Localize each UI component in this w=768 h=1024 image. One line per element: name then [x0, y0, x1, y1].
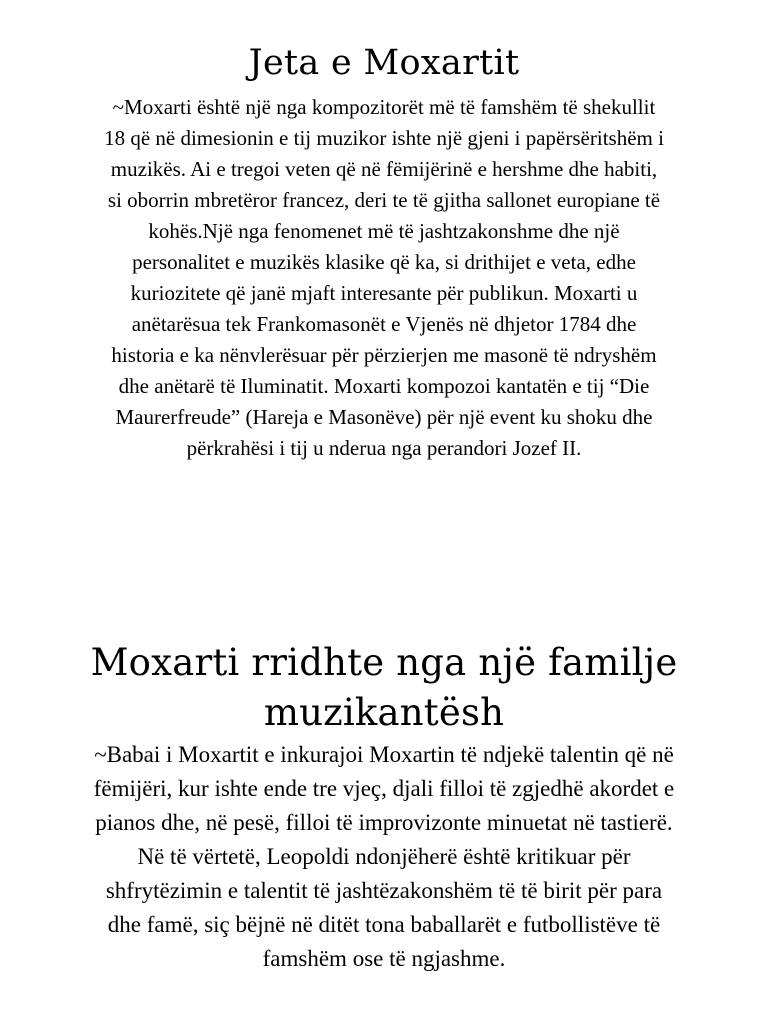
paragraph-line: famshëm ose të ngjashme.	[262, 946, 506, 971]
paragraph-line: dhe famë, siç bëjnë në ditët tona baballarët e futbollistëve të	[107, 912, 661, 937]
title-line: Moxarti rridhte nga një familje	[90, 641, 678, 684]
section-2-paragraph	[14, 738, 754, 976]
paragraph-line: kuriozitete që janë mjaft interesante për publikun. Moxarti u	[130, 281, 638, 305]
paragraph-line: dhe anëtarë të Iluminatit. Moxarti kompozoi kantatën e tij “Die	[118, 374, 650, 398]
paragraph-line: Maurerfreude” (Hareja e Masonëve) për një event ku shoku dhe	[115, 405, 653, 429]
paragraph-line: Në të vërtetë, Leopoldi ndonjëherë është kritikuar për	[137, 844, 631, 869]
paragraph-line: përkrahësi i tij u nderua nga perandori Jozef II.	[186, 436, 582, 460]
title-line: muzikantësh	[263, 691, 505, 734]
paragraph-line: anëtarësua tek Frankomasonët e Vjenës në dhjetor 1784 dhe	[131, 312, 637, 336]
section-life-of-mozart	[0, 40, 768, 464]
paragraph-line: fëmijëri, kur ishte ende tre vjeç, djali filloi të zgjedhë akordet e	[93, 776, 675, 801]
paragraph-line: historia e ka nënvlerësuar për përzierjen me masonë të ndryshëm	[111, 343, 657, 367]
paragraph-line: ~Moxarti është një nga kompozitorët më të famshëm të shekullit	[112, 95, 656, 119]
paragraph-line: pianos dhe, në pesë, filloi të improvizonte minuetat në tastierë.	[95, 810, 673, 835]
section-1-paragraph	[34, 92, 734, 464]
paragraph-line: shfrytëzimin e talentit të jashtëzakonshëm të të birit për para	[105, 878, 663, 903]
paragraph-line: personalitet e muzikës klasike që ka, si drithijet e veta, edhe	[132, 250, 636, 274]
section-2-title	[14, 638, 754, 738]
section-musical-family	[0, 638, 768, 976]
paragraph-line: 18 që në dimesionin e tij muzikor ishte një gjeni i papërsëritshëm i	[104, 126, 664, 150]
paragraph-line: ~Babai i Moxartit e inkurajoi Moxartin të ndjekë talentin që në	[94, 742, 674, 767]
paragraph-line: si oborrin mbretëror francez, deri te të gjitha sallonet europiane të	[107, 188, 661, 212]
section-1-title: Jeta e Moxartit	[248, 43, 520, 83]
paragraph-line: kohës.Një nga fenomenet më të jashtzakonshme dhe një	[148, 219, 620, 243]
paragraph-line: muzikës. Ai e tregoi veten që në fëmijërinë e hershme dhe habiti,	[110, 157, 658, 181]
